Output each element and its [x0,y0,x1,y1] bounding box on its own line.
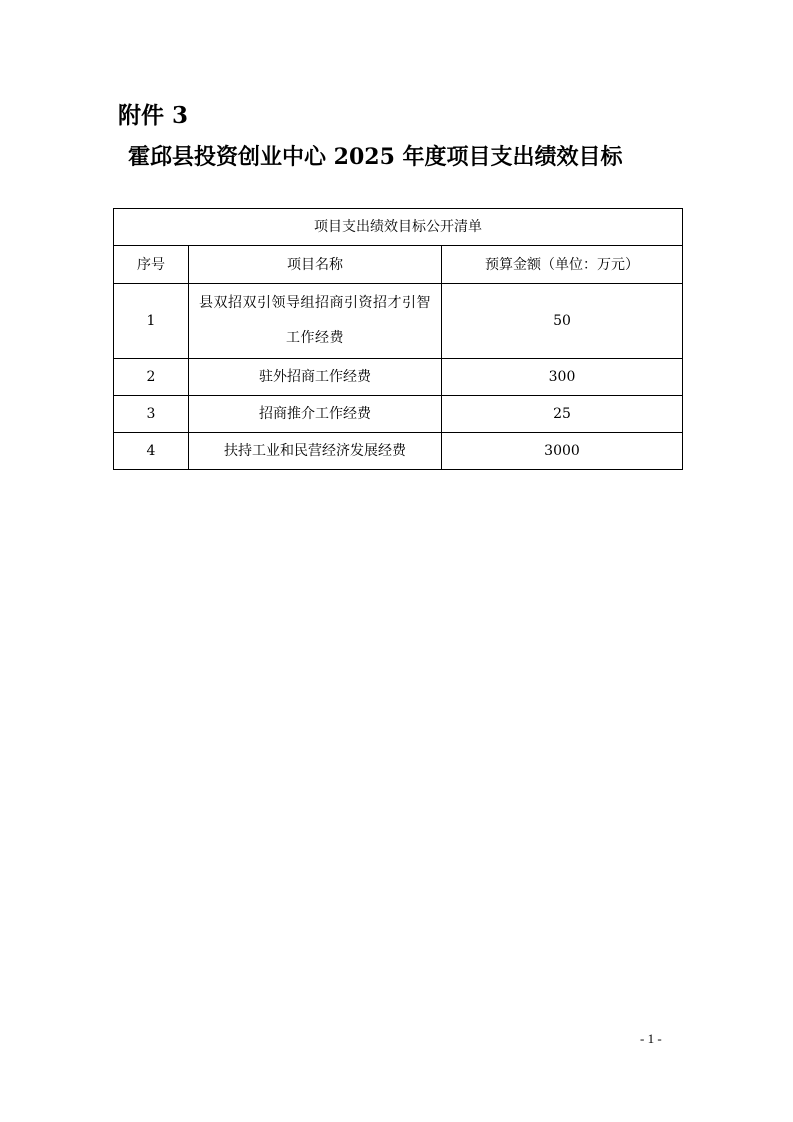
table-caption: 项目支出绩效目标公开清单 [114,209,683,246]
row-amount: 25 [442,396,683,433]
table-row [114,396,683,433]
row-amount: 50 [442,284,683,359]
row-index: 3 [114,396,189,433]
budget-table [113,208,683,470]
table-row [114,433,683,470]
document-title: 霍邱县投资创业中心 2025 年度项目支出绩效目标 [128,144,623,170]
row-project-name: 驻外招商工作经费 [189,359,442,396]
row-amount: 300 [442,359,683,396]
table-row [114,284,683,359]
row-index: 2 [114,359,189,396]
row-index: 4 [114,433,189,470]
row-project-name: 县双招双引领导组招商引资招才引智工作经费 [189,284,442,359]
row-project-name: 招商推介工作经费 [189,396,442,433]
row-project-name: 扶持工业和民营经济发展经费 [189,433,442,470]
table-header-row [114,246,683,284]
attachment-label: 附件 3 [118,102,189,129]
table-caption-row [114,209,683,246]
column-header-amount: 预算金额（单位：万元） [442,246,683,284]
table-row [114,359,683,396]
page-number: - 1 - [640,1031,662,1046]
column-header-name: 项目名称 [189,246,442,284]
column-header-index: 序号 [114,246,189,284]
row-amount: 3000 [442,433,683,470]
row-index: 1 [114,284,189,359]
